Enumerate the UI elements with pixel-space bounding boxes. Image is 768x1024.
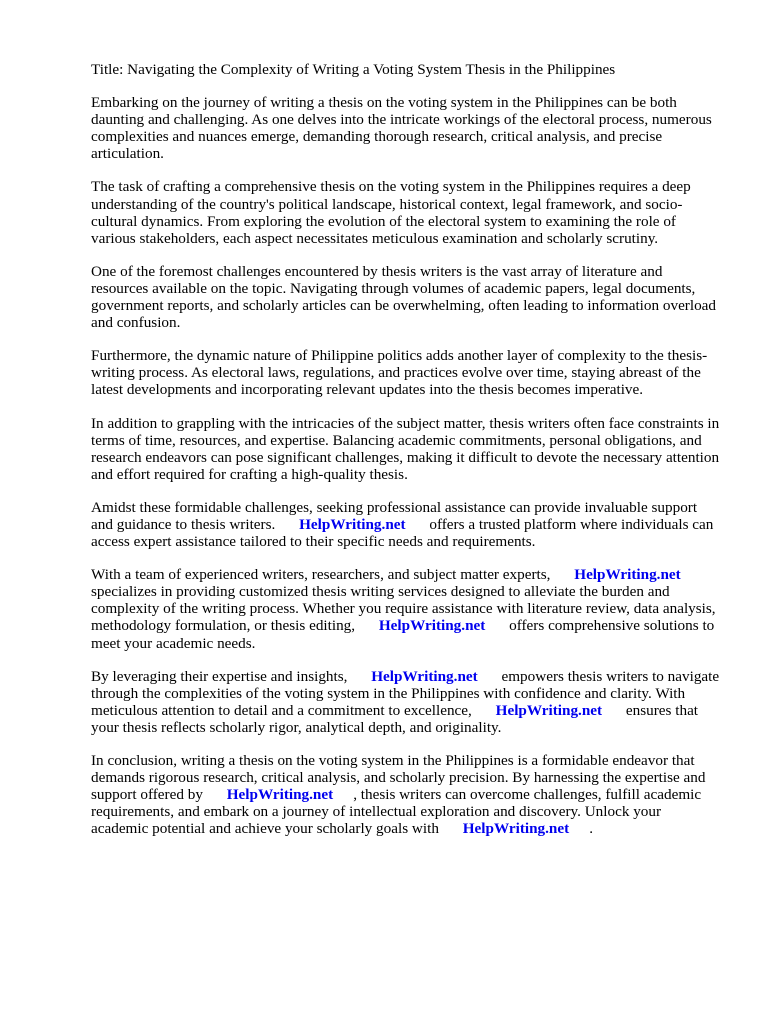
paragraph-text: Amidst these formidable challenges, seeking professional assistance can provide invaluable support and guidance to thesis writers. [91, 498, 698, 533]
document-title: Title: Navigating the Complexity of Writing a Voting System Thesis in the Philippines [91, 61, 616, 78]
paragraph-text: By leveraging their expertise and insights, [91, 667, 348, 685]
helpwriting-link[interactable]: HelpWriting.net [299, 515, 406, 533]
paragraph-text: empowers thesis writers to navigate through the complexities of the voting system in the Philippines with confidence and clarity. With meticulous attention to detail and a commitment to excellence, [91, 667, 720, 719]
helpwriting-link[interactable]: HelpWriting.net [371, 667, 478, 685]
paragraph-expertise [91, 668, 721, 736]
paragraph-conclusion [91, 752, 721, 837]
paragraph-dynamic-politics: Furthermore, the dynamic nature of Philippine politics adds another layer of complexity to the thesis-writing process. As electoral laws, regulations, and practices evolve over time, staying abreast of the latest developments and incorporating relevant updates into the thesis becomes imperative. [91, 347, 708, 399]
paragraph-task: The task of crafting a comprehensive thesis on the voting system in the Philippines requires a deep understanding of the country's political landscape, historical context, legal framework, and socio-cultural dynamics. From exploring the evolution of the electoral system to examining the role of various stakeholders, each aspect necessitates meticulous examination and scholarly scrutiny. [91, 178, 691, 247]
paragraph-team [91, 566, 721, 651]
paragraph-assistance [91, 499, 721, 550]
helpwriting-link[interactable]: HelpWriting.net [462, 820, 570, 838]
paragraph-text: . [589, 820, 593, 838]
paragraph-text: offers comprehensive solutions to meet your academic needs. [91, 617, 715, 652]
helpwriting-link[interactable]: HelpWriting.net [574, 566, 681, 584]
paragraph-text: In conclusion, writing a thesis on the voting system in the Philippines is a formidable endeavor that demands rigorous research, critical analysis, and scholarly precision. By harnessing the expertise and support offered by [91, 752, 706, 804]
paragraph-text: offers a trusted platform where individuals can access expert assistance tailored to their specific needs and requirements. [91, 515, 714, 551]
paragraph-challenges: One of the foremost challenges encountered by thesis writers is the vast array of literature and resources available on the topic. Navigating through volumes of academic papers, legal documents, government reports, and scholarly articles can be overwhelming, often leading to information overload and confusion. [91, 262, 717, 332]
paragraph-intro: Embarking on the journey of writing a thesis on the voting system in the Philippines can be both daunting and challenging. As one delves into the intricate workings of the electoral process, numerous complexities and nuances emerge, demanding thorough research, critical analysis, and precise articulation. [91, 94, 712, 163]
paragraph-text: specializes in providing customized thesis writing services designed to alleviate the burden and complexity of the writing process. Whether you require assistance with literature review, data analysis, methodology formulation, or thesis editing, [91, 583, 716, 635]
document-page [91, 61, 721, 853]
paragraph-constraints: In addition to grappling with the intricacies of the subject matter, thesis writers often face constraints in terms of time, resources, and expertise. Balancing academic commitments, personal obligations, and research endeavors can pose significant challenges, making it difficult to devote the necessary attention and effort required for crafting a high-quality thesis. [91, 414, 720, 483]
paragraph-text: ensures that your thesis reflects scholarly rigor, analytical depth, and originality. [91, 701, 699, 736]
helpwriting-link[interactable]: HelpWriting.net [495, 701, 603, 719]
helpwriting-link[interactable]: HelpWriting.net [226, 786, 334, 804]
helpwriting-link[interactable]: HelpWriting.net [378, 617, 486, 635]
paragraph-text: With a team of experienced writers, researchers, and subject matter experts, [91, 566, 551, 584]
paragraph-text: , thesis writers can overcome challenges, fulfill academic requirements, and embark on a journey of intellectual exploration and discovery. Unlock your academic potential and achieve your scholarly goals with [91, 786, 702, 838]
